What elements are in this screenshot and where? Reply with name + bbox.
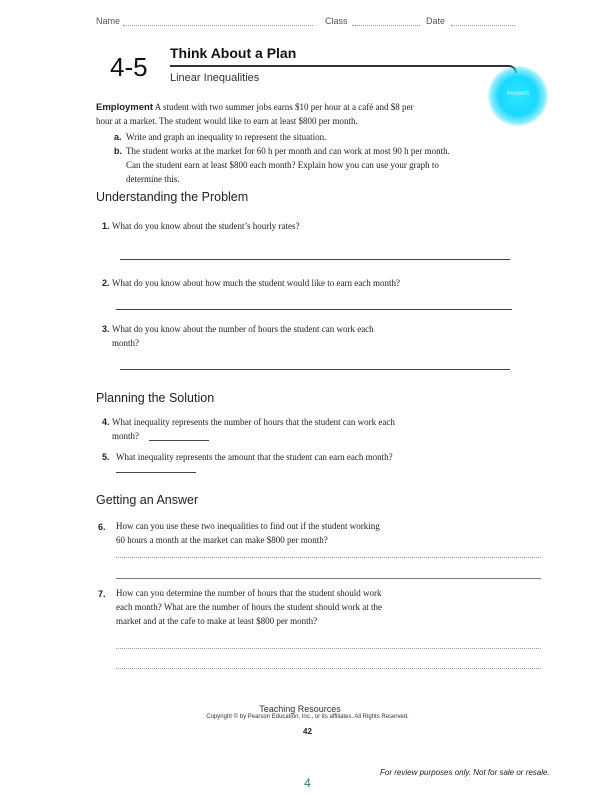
q7-text-1: How can you determine the number of hours that the student should work [116,588,382,598]
q3-text-1: What do you know about the number of hours the student can work each [112,324,374,334]
q7-answer-line-2[interactable] [116,668,541,669]
q2-answer-line[interactable] [116,309,512,310]
problem-lead: Employment [96,102,154,113]
q1-number: 1. [102,221,110,231]
answers-badge[interactable] [488,66,548,126]
q4-answer-line[interactable] [149,440,209,441]
q6-answer-line-2[interactable] [116,578,541,579]
q4-text-2: month? [112,431,139,441]
part-a-label: a. [114,132,122,142]
q3-answer-line[interactable] [120,369,510,370]
part-b-text-2: Can the student earn at least $800 each month? Explain how you can use your graph to [126,160,439,170]
q2-text: What do you know about how much the student would like to earn each month? [112,278,400,288]
footer-page-number: 42 [303,727,312,736]
q7-text-2: each month? What are the number of hours the student should work at the [116,602,383,612]
q1-text: What do you know about the student’s hourly rates? [112,221,300,231]
date-label: Date [426,16,446,26]
bottom-page-number: 4 [304,776,311,790]
q5-number: 5. [102,452,110,462]
lesson-number: 4-5 [110,52,148,82]
problem-line-1: Employment A student with two summer jobs earns $10 per hour at a café and $8 per [96,102,414,113]
part-b-text-3: determine this. [126,174,180,184]
q3-text-2: month? [112,338,139,348]
q5-text: What inequality represents the amount that the student can earn each month? [116,452,393,462]
q7-number: 7. [98,589,106,599]
q5-answer-line[interactable] [116,472,196,473]
part-b-label: b. [114,146,122,156]
q6-number: 6. [98,522,106,532]
q6-text-2: 60 hours a month at the market can make $800 per month? [116,535,328,545]
q2-number: 2. [102,278,110,288]
class-label: Class [325,16,348,26]
section-answer: Getting an Answer [96,493,199,507]
date-field[interactable] [451,25,515,26]
section-understanding: Understanding the Problem [96,190,249,204]
q7-text-3: market and at the cafe to make at least $800 per month? [116,616,318,626]
answers-badge-label: Answers [506,91,530,97]
page-title: Think About a Plan [170,45,297,61]
problem-line-2: hour at a market. The student would like to earn at least $800 per month. [96,116,358,126]
part-b-text-1: The student works at the market for 60 h per month and can work at most 90 h per month. [126,146,450,156]
name-label: Name [96,16,121,26]
page-subtitle: Linear Inequalities [170,72,260,84]
name-field[interactable] [123,25,313,26]
footer-copyright: Copyright © by Pearson Education, Inc., or its affiliates. All Rights Reserved. [206,714,409,720]
q3-number: 3. [102,324,110,334]
part-a-text: Write and graph an inequality to represent the situation. [126,132,327,142]
section-planning: Planning the Solution [96,391,215,405]
q4-number: 4. [102,417,110,427]
q1-answer-line[interactable] [120,259,510,260]
footer-resources: Teaching Resources [259,704,341,714]
q6-text-1: How can you use these two inequalities to find out if the student working [116,521,380,531]
class-field[interactable] [352,25,420,26]
q6-answer-line-1[interactable] [116,557,541,558]
review-notice: For review purposes only. Not for sale or resale. [380,768,550,777]
q7-answer-line-1[interactable] [116,648,541,649]
q4-text-1: What inequality represents the number of hours that the student can work each [112,417,395,427]
